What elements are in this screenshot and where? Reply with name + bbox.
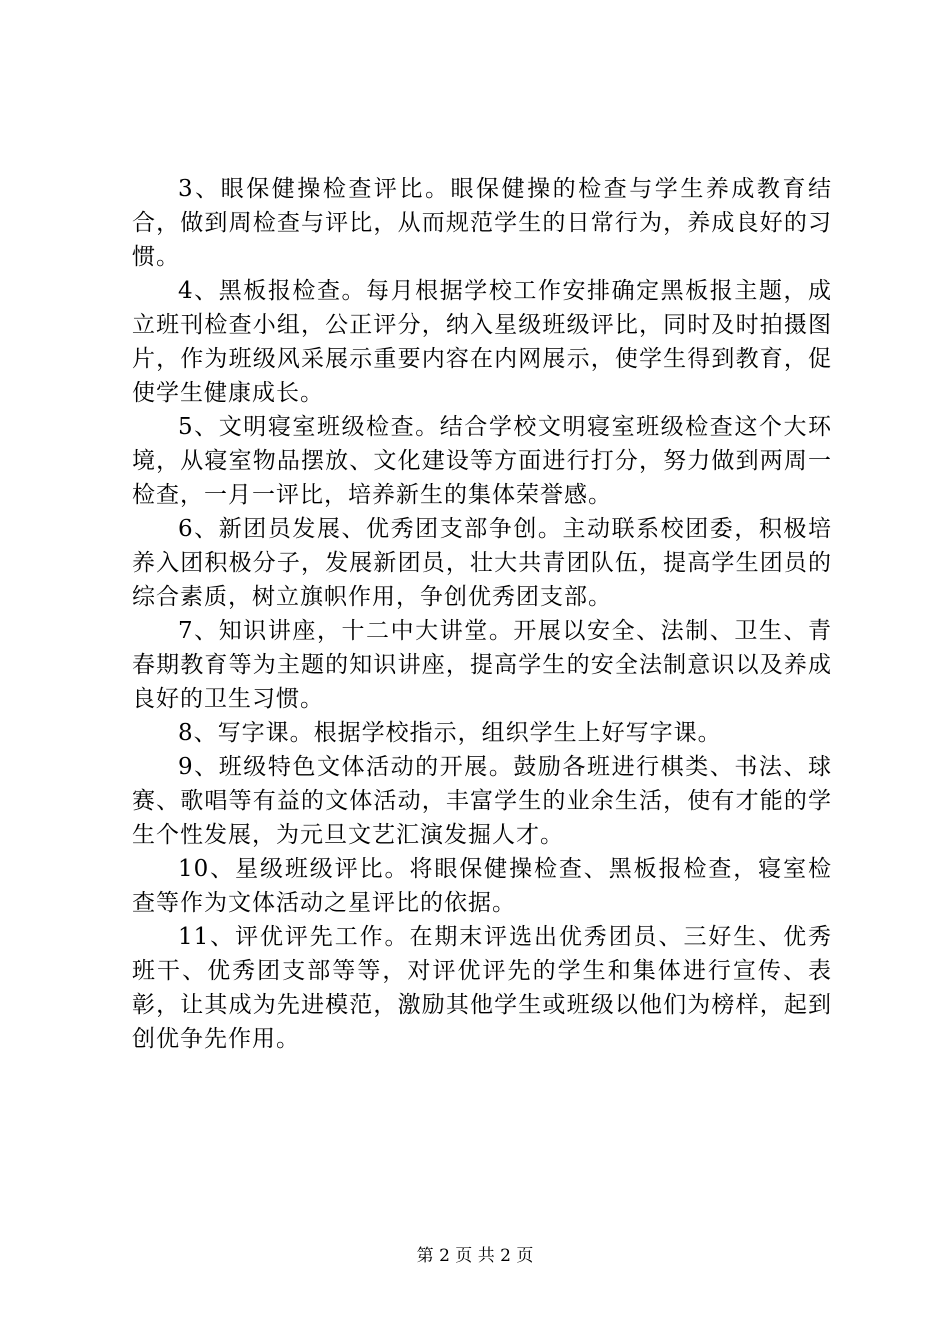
paragraph-4: 4、黑板报检查。每月根据学校工作安排确定黑板报主题，成立班刊检查小组，公正评分，纳入星级班级评比，同时及时拍摄图片，作为班级风采展示重要内容在内网展示，使学生得到教育，促使学生健康成长。 [132,278,832,406]
paragraph-6: 6、新团员发展、优秀团支部争创。主动联系校团委，积极培养入团积极分子，发展新团员，壮大共青团队伍，提高学生团员的综合素质，树立旗帜作用，争创优秀团支部。 [132,516,832,610]
paragraph-8: 8、写字课。根据学校指示，组织学生上好写字课。 [178,720,722,746]
paragraph-5: 5、文明寝室班级检查。结合学校文明寝室班级检查这个大环境，从寝室物品摆放、文化建设等方面进行打分，努力做到两周一检查，一月一评比，培养新生的集体荣誉感。 [132,414,832,508]
page-footer: 第 2 页 共 2 页 [416,1246,534,1266]
paragraph-9: 9、班级特色文体活动的开展。鼓励各班进行棋类、书法、球赛、歌唱等有益的文体活动，丰富学生的业余生活，使有才能的学生个性发展，为元旦文艺汇演发掘人才。 [132,754,832,848]
paragraph-7: 7、知识讲座，十二中大讲堂。开展以安全、法制、卫生、青春期教育等为主题的知识讲座，提高学生的安全法制意识以及养成良好的卫生习惯。 [132,618,832,712]
document-body [132,172,832,1056]
paragraph-10: 10、星级班级评比。将眼保健操检查、黑板报检查，寝室检查等作为文体活动之星评比的依据。 [132,856,832,916]
paragraph-3: 3、眼保健操检查评比。眼保健操的检查与学生养成教育结合，做到周检查与评比，从而规范学生的日常行为，养成良好的习惯。 [132,176,832,270]
paragraph-11: 11、评优评先工作。在期末评选出优秀团员、三好生、优秀班干、优秀团支部等等，对评优评先的学生和集体进行宣传、表彰，让其成为先进模范，激励其他学生或班级以他们为榜样，起到创优争先作用。 [132,924,832,1052]
